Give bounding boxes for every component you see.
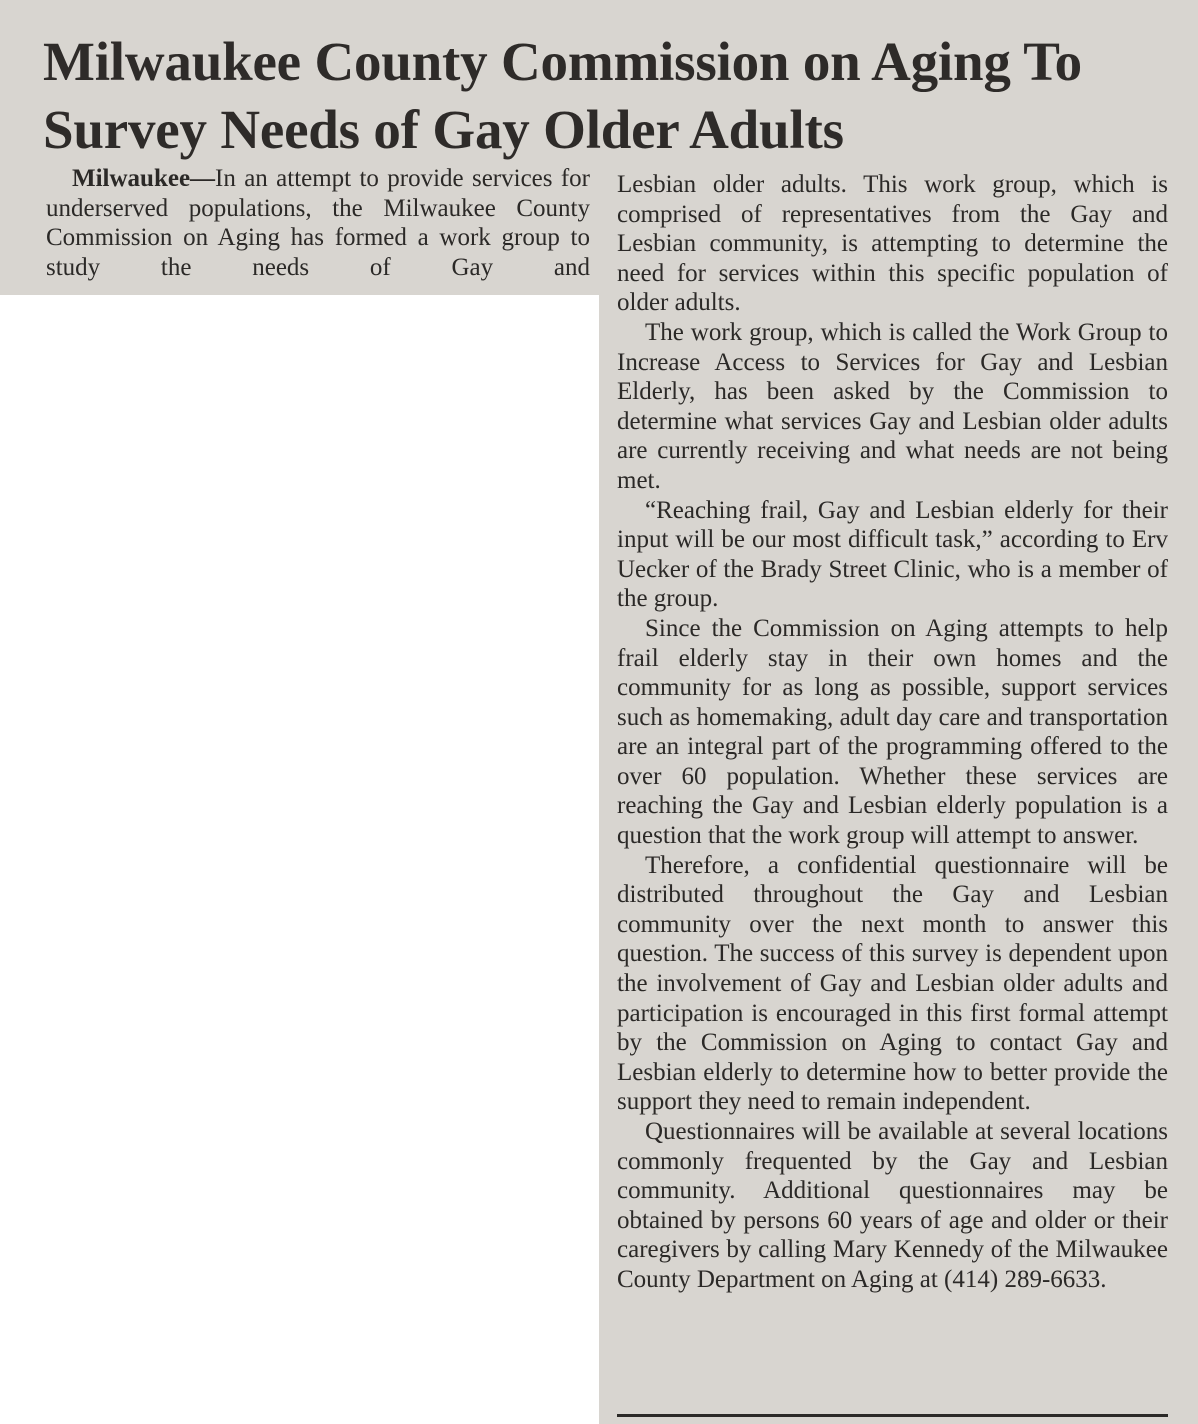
lead-paragraph-continued: Lesbian older adults. This work group, which is comprised of representatives from the Gay and Lesbian community, is attempting to determine the need for services within this specific population of older adults. bbox=[617, 171, 1168, 317]
paragraph-quote: “Reaching frail, Gay and Lesbian elderly for their input will be our most difficult task,” according to Erv Uecker of the Brady Street Clinic, who is a member of the group. bbox=[617, 496, 1168, 613]
headline-line-2: Survey Needs of Gay Older Adults bbox=[43, 99, 844, 160]
lead-text: In an attempt to provide services for underserved populations, the Milwaukee County Commission on Aging has formed a work group to study the needs of Gay and bbox=[46, 165, 590, 281]
paragraph-questionnaire: Therefore, a confidential questionnaire will be distributed throughout the Gay and Lesbian community over the next month to answer this question. The success of this survey is dependent upon the involvement of Gay and Lesbian older adults and participation is encouraged in this first formal attempt by the Commission on Aging to contact Gay and Lesbian elderly to determine how to better provide the support they need to remain independent. bbox=[617, 851, 1168, 1116]
lead-paragraph bbox=[46, 164, 590, 282]
paragraph-work-group: The work group, which is called the Work Group to Increase Access to Services for Gay and Lesbian Elderly, has been asked by the Commission to determine what services Gay and Lesbian older adults are currently receiving and what needs are not being met. bbox=[617, 318, 1168, 494]
dateline: Milwaukee— bbox=[72, 165, 216, 192]
article-column-left bbox=[46, 164, 590, 282]
article-headline bbox=[43, 28, 1173, 164]
paragraph-availability: Questionnaires will be available at several locations commonly frequented by the Gay and Lesbian community. Additional questionnaires may be obtained by persons 60 years of age and older or their caregivers by calling Mary Kennedy of the Milwaukee County Department on Aging at (414) 289-6633. bbox=[617, 1118, 1168, 1293]
article-column-right bbox=[617, 170, 1168, 1295]
headline-line-1: Milwaukee County Commission on Aging To bbox=[43, 31, 1082, 92]
paragraph-support-services: Since the Commission on Aging attempts to help frail elderly stay in their own homes and the community for as long as possible, support services such as homemaking, adult day care and transportation are an integral part of the programming offered to the over 60 population. Whether these services are reaching the Gay and Lesbian elderly population is a question that the work group will attempt to answer. bbox=[617, 614, 1168, 850]
column-end-rule bbox=[617, 1414, 1168, 1417]
